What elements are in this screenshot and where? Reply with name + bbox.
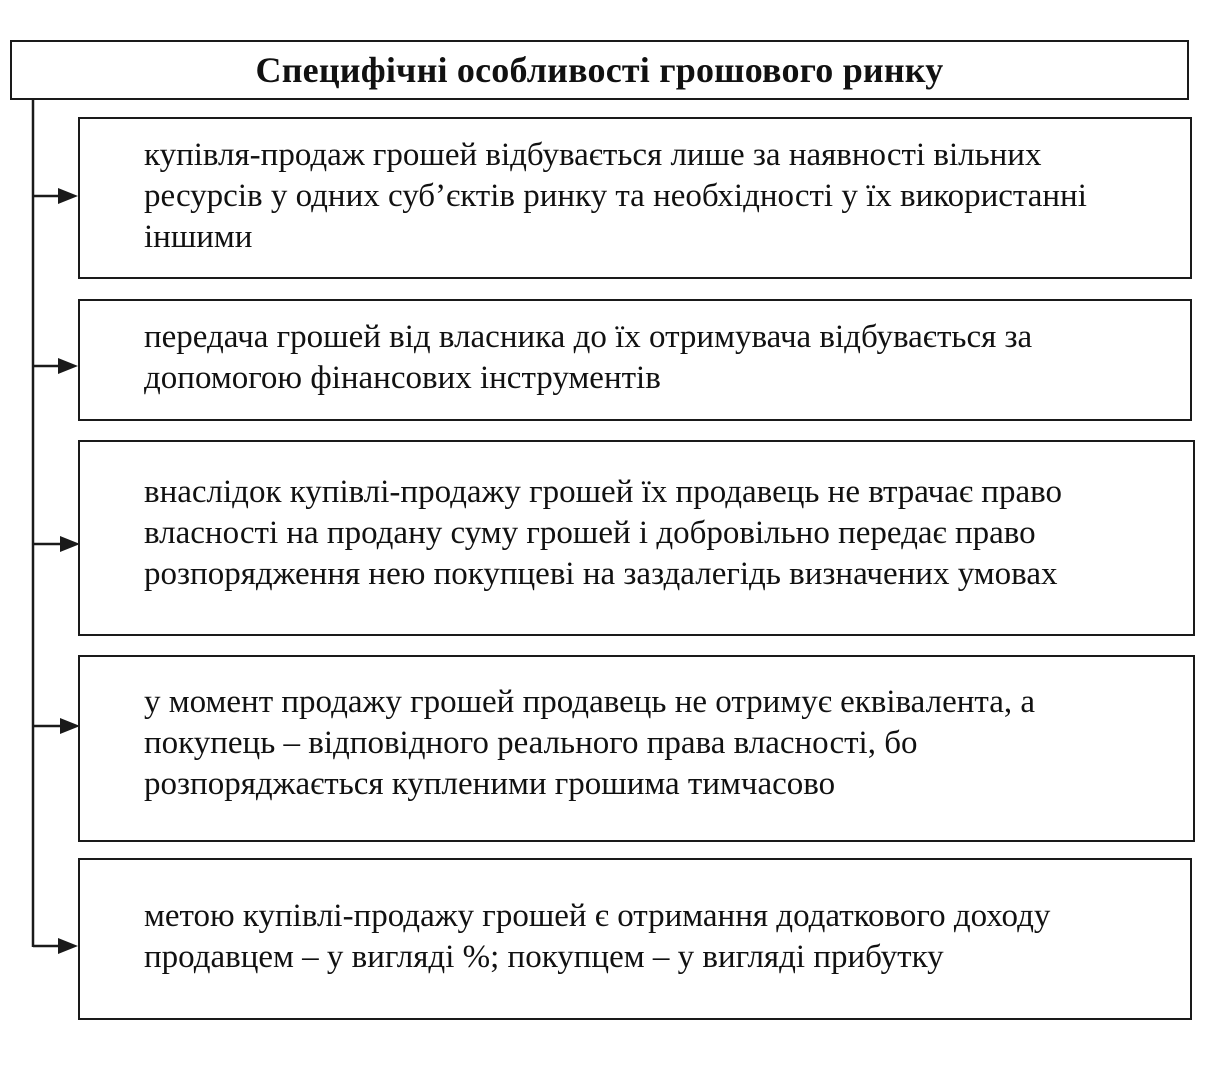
- feature-text-1: купівля-продаж грошей відбувається лише за наявності вільних ресурсів у одних суб’єктів ринку та необхідності у їх використанні іншими: [144, 136, 1087, 255]
- arrow-to-item-5: [33, 938, 78, 954]
- feature-box-3: [78, 440, 1195, 636]
- arrow-to-item-1: [33, 188, 78, 204]
- feature-text-2: передача грошей від власника до їх отримувача відбувається за допомогою фінансових інструментів: [144, 319, 1033, 396]
- feature-text-3: внаслідок купівлі-продажу грошей їх продавець не втрачає право власності на продану суму грошей і добровільно передає право розпорядження нею покупцеві на заздалегідь визначених умовах: [144, 473, 1062, 592]
- feature-box-4: [78, 655, 1195, 842]
- arrow-to-item-2: [33, 358, 78, 374]
- feature-box-2: [78, 299, 1192, 421]
- feature-text-4: у момент продажу грошей продавець не отримує еквівалента, а покупець – відповідного реального права власності, бо розпоряджається купленими грошима тимчасово: [144, 684, 1036, 802]
- arrow-to-item-4: [33, 718, 80, 734]
- diagram-title: Специфічні особливості грошового ринку: [255, 50, 944, 90]
- feature-text-5: метою купівлі-продажу грошей є отримання додаткового доходу продавцем – у вигляді %; покупцем – у вигляді прибутку: [144, 898, 1051, 975]
- arrow-to-item-3: [33, 536, 80, 552]
- diagram-title-box: [10, 40, 1189, 100]
- feature-box-5: [78, 858, 1192, 1020]
- feature-box-1: [78, 117, 1192, 279]
